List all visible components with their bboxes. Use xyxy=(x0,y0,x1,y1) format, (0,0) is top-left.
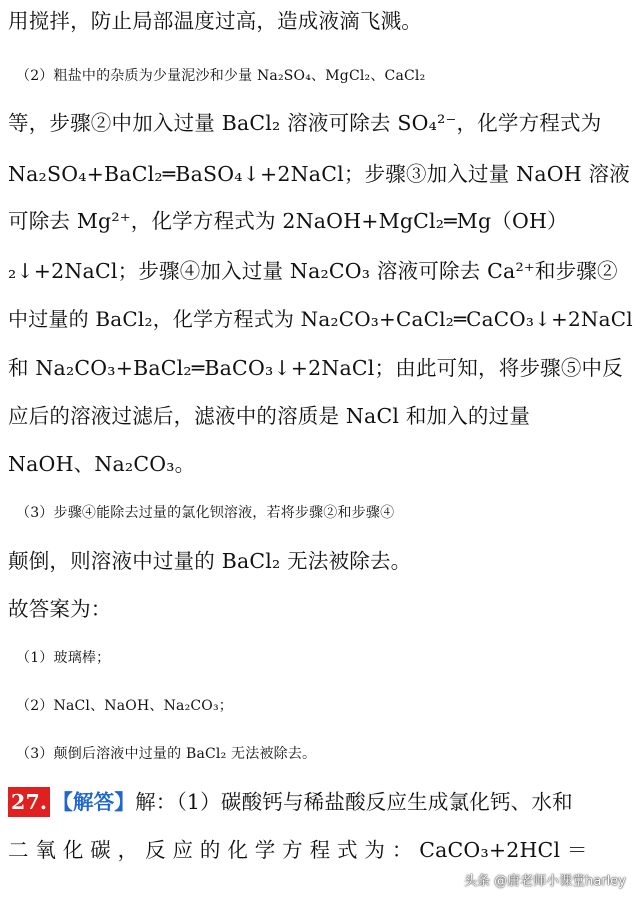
text-line-4: Na₂SO₄+BaCl₂═BaSO₄↓+2NaCl；步骤③加入过量 NaOH 溶液 xyxy=(8,162,630,186)
text-line-7: 中过量的 BaCl₂，化学方程式为 Na₂CO₃+CaCl₂═CaCO₃↓+2NaCl xyxy=(8,307,633,331)
answer-label: 【解答】 xyxy=(52,790,136,814)
text-line-3: 等，步骤②中加入过量 BaCl₂ 溶液可除去 SO₄²⁻，化学方程式为 xyxy=(8,111,602,135)
answer-continuation-line: 二 氧 化 碳 ， 反 应 的 化 学 方 程 式 为 ： CaCO₃+2HCl ＝ xyxy=(8,838,588,862)
text-line-15: （2）NaCl、NaOH、Na₂CO₃； xyxy=(16,698,233,714)
text-line-2: （2）粗盐中的杂质为少量泥沙和少量 Na₂SO₄、MgCl₂、CaCl₂ xyxy=(16,68,426,84)
answer-line xyxy=(8,787,636,817)
text-line-10: NaOH、Na₂CO₃。 xyxy=(8,452,196,476)
watermark: 头条 @唐老师小课堂harley xyxy=(464,874,626,889)
text-line-11: （3）步骤④能除去过量的氯化钡溶液，若将步骤②和步骤④ xyxy=(16,505,395,521)
text-line-8: 和 Na₂CO₃+BaCl₂═BaCO₃↓+2NaCl；由此可知，将步骤⑤中反 xyxy=(8,356,623,380)
question-number-badge: 27. xyxy=(8,787,50,817)
text-line-16: （3）颠倒后溶液中过量的 BaCl₂ 无法被除去。 xyxy=(16,746,317,762)
text-line-1: 用搅拌，防止局部温度过高，造成液滴飞溅。 xyxy=(8,9,422,33)
text-line-13: 故答案为： xyxy=(8,597,112,621)
answer-text: 解：（1）碳酸钙与稀盐酸反应生成氯化钙、水和 xyxy=(135,790,573,814)
text-line-9: 应后的溶液过滤后，滤液中的溶质是 NaCl 和加入的过量 xyxy=(8,404,531,428)
text-line-14: （1）玻璃棒； xyxy=(16,650,111,666)
text-line-12: 颠倒，则溶液中过量的 BaCl₂ 无法被除去。 xyxy=(8,549,412,573)
text-line-6: ₂↓+2NaCl；步骤④加入过量 Na₂CO₃ 溶液可除去 Ca²⁺和步骤② xyxy=(8,259,618,283)
text-line-5: 可除去 Mg²⁺，化学方程式为 2NaOH+MgCl₂═Mg（OH） xyxy=(8,209,568,233)
